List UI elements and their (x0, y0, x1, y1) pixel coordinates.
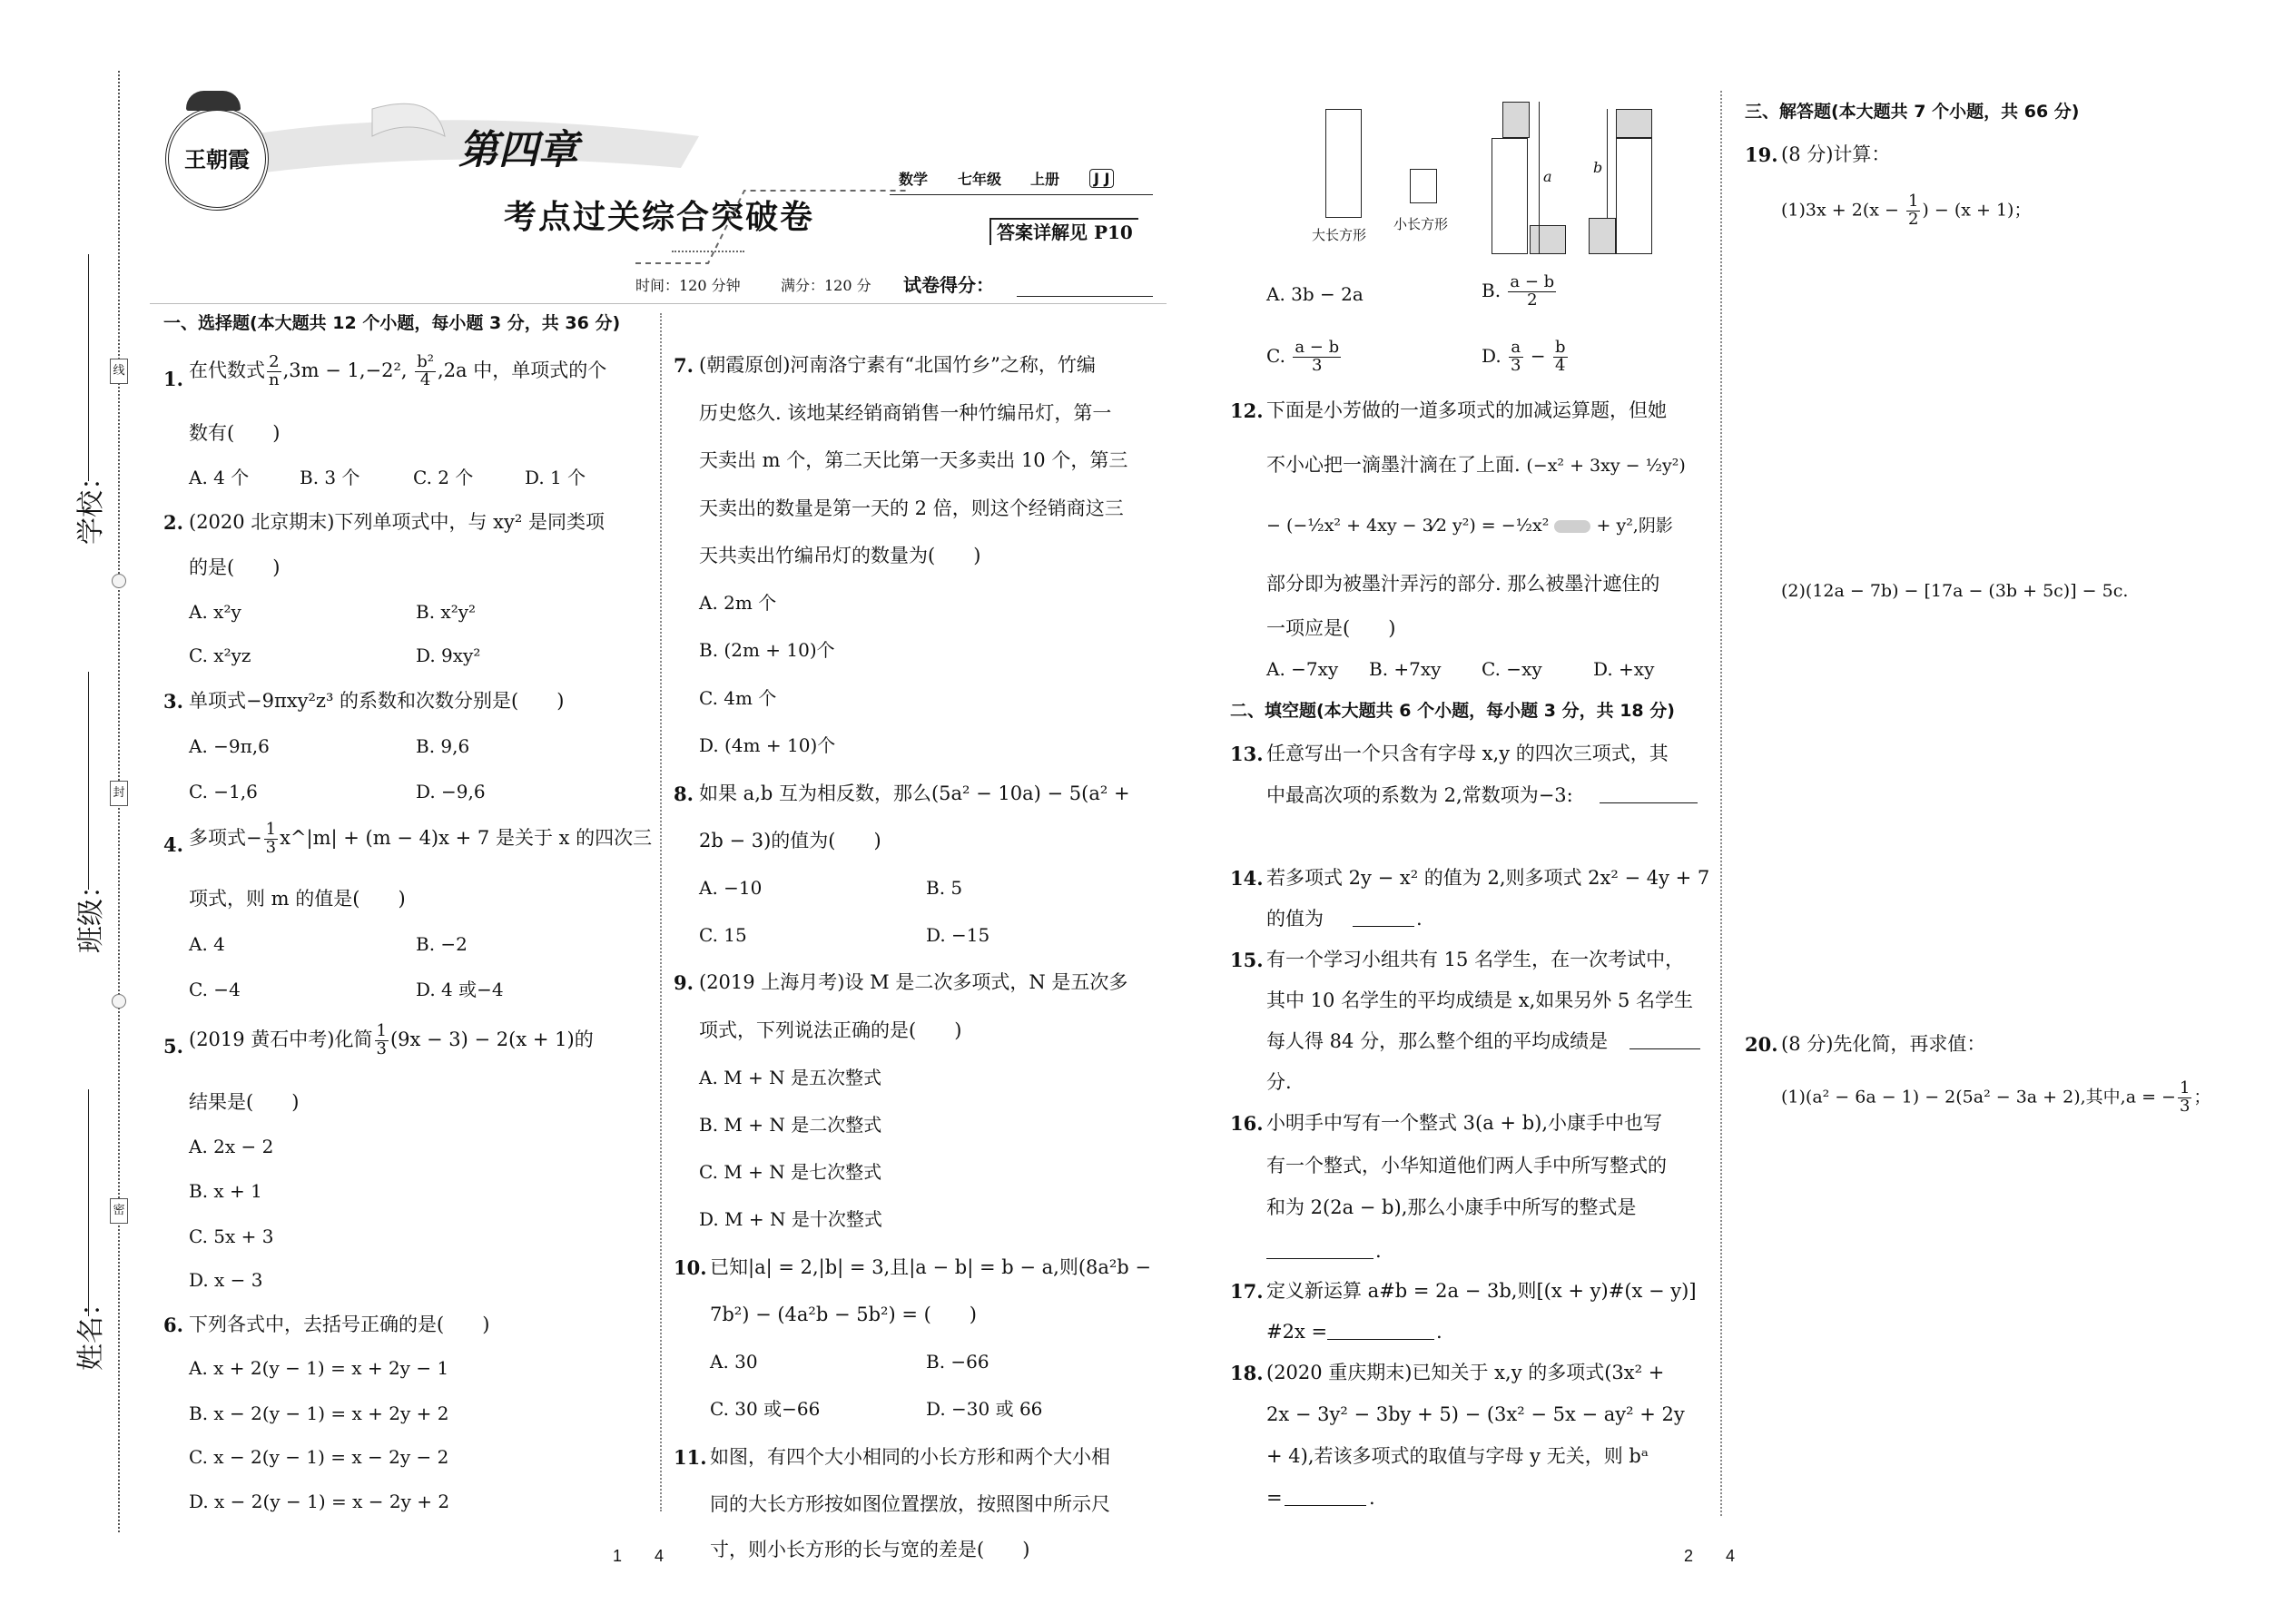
q2-option-c[interactable]: C. x²yz (189, 645, 251, 666)
deco-dots-icon (672, 251, 744, 260)
q17-number: 17. (1230, 1280, 1264, 1303)
q15-line4: 分. (1266, 1071, 1292, 1093)
q11-option-b-denominator: 2 (1527, 290, 1538, 310)
q10-option-d[interactable]: D. −30 或 66 (926, 1398, 1043, 1420)
q18-line4: = (1266, 1487, 1283, 1509)
q11-option-b[interactable] (1482, 274, 1558, 310)
q8-line: 2b − 3)的值为( ) (699, 830, 881, 851)
q1-number: 1. (163, 368, 183, 390)
q6-option-b[interactable]: B. x − 2(y − 1) = x + 2y + 2 (189, 1403, 449, 1424)
q4-text (189, 822, 652, 857)
q14-line2: 的值为 (1266, 908, 1324, 930)
q7-number: 7. (674, 354, 694, 377)
subject-tag: 数学 (899, 171, 929, 188)
q6-option-d[interactable]: D. x − 2(y − 1) = x − 2y + 2 (189, 1491, 450, 1512)
q12-line2 (1266, 454, 1686, 477)
q1-option-b[interactable]: B. 3 个 (300, 467, 360, 488)
q5-text (189, 1023, 594, 1058)
q1-text (189, 354, 606, 389)
q18-line3: + 4),若该多项式的取值与字母 y 无关，则 bᵃ (1266, 1445, 1649, 1467)
q11-option-b-prefix: B. (1482, 279, 1501, 301)
logo-crown-icon (186, 91, 241, 111)
q18-number: 18. (1230, 1362, 1264, 1384)
grade-tag: 七年级 (958, 171, 1002, 188)
q14-line1: 若多项式 2y − x² 的值为 2,则多项式 2x² − 4y + 7 (1266, 867, 1710, 889)
binding-hole-icon (112, 574, 126, 588)
q17-answer-blank[interactable] (1327, 1339, 1434, 1340)
q1-mid: ,3m − 1,−2², (282, 359, 414, 381)
q5-option-c[interactable]: C. 5x + 3 (189, 1225, 274, 1247)
column-divider (660, 313, 662, 1511)
q5-pre: (2019 黄石中考)化简 (189, 1028, 373, 1050)
q8-option-a[interactable]: A. −10 (699, 877, 763, 899)
q5-post: (9x − 3) − 2(x + 1)的 (389, 1028, 594, 1050)
edition-badge: J J (1089, 169, 1114, 188)
q4-option-a[interactable]: A. 4 (189, 933, 225, 955)
q16-answer-blank[interactable] (1266, 1258, 1373, 1259)
q12-option-b[interactable]: B. +7xy (1369, 658, 1442, 680)
name-label: 姓名： (75, 1289, 107, 1371)
q4-line2: 项式，则 m 的值是( ) (189, 888, 406, 910)
header-underline (150, 303, 1167, 304)
time-label: 时间：120 分钟 (635, 277, 741, 294)
q16-line4-end: . (1375, 1240, 1382, 1262)
q3-option-d[interactable]: D. −9,6 (416, 781, 486, 802)
fraction-1-over-3: $\frac{1}{3}$ (376, 1021, 387, 1058)
q13-line2: 中最高次项的系数为 2,常数项为−3: (1266, 784, 1573, 806)
q11-option-d[interactable] (1482, 340, 1570, 375)
q17-line2: #2x = (1266, 1321, 1328, 1343)
q11-option-a[interactable]: A. 3b − 2a (1266, 283, 1364, 305)
fig-dimension-b (1607, 109, 1608, 218)
q7-option-c[interactable]: C. 4m 个 (699, 687, 777, 709)
q6-number: 6. (163, 1314, 183, 1336)
section-choice-title: 一、选择题(本大题共 12 个小题，每小题 3 分，共 36 分) (163, 313, 621, 333)
q3-option-a[interactable]: A. −9π,6 (189, 735, 270, 757)
q4-pre: 多项式− (189, 826, 262, 849)
q11-option-b-numerator: a − b (1510, 272, 1555, 291)
seal-mark-seal: 封 (110, 781, 128, 806)
q13-number: 13. (1230, 743, 1264, 765)
q18-line2: 2x − 3y² − 3by + 5) − (3x² − 5x − ay² + 2y (1266, 1403, 1685, 1425)
score-field-line[interactable] (1017, 296, 1153, 297)
q4-post: x^|m| + (m − 4)x + 7 是关于 x 的四次三 (280, 826, 653, 849)
q10-line: 已知|a| = 2,|b| = 3,且|a − b| = b − a,则(8a²b − (710, 1256, 1152, 1278)
q19-part1 (1781, 193, 2031, 229)
q11-option-d-numerator-1: a (1509, 340, 1522, 358)
fig-composite-small-bottom-right (1589, 218, 1616, 254)
q1-option-c[interactable]: C. 2 个 (413, 467, 474, 488)
q4-number: 4. (163, 833, 183, 856)
q18-line4-end: . (1369, 1487, 1375, 1509)
page-number-left: 1 4 (613, 1547, 665, 1565)
q12-line3-post: + y²,阴影 (1596, 516, 1673, 536)
q7-line: 天共卖出竹编吊灯的数量为( ) (699, 545, 981, 566)
q17-line1: 定义新运算 a#b = 2a − 3b,则[(x + y)#(x − y)] (1266, 1280, 1697, 1302)
q10-option-b[interactable]: B. −66 (926, 1351, 989, 1373)
q12-line4: 部分即为被墨汁弄污的部分. 那么被墨汁遮住的 (1266, 573, 1660, 595)
q20-part1-text: (1)(a² − 6a − 1) − 2(5a² − 3a + 2),其中,a = − (1781, 1087, 2176, 1107)
column-divider (1720, 91, 1722, 1516)
page-number-right: 2 4 (1684, 1547, 1736, 1565)
q1-option-a[interactable]: A. 4 个 (189, 467, 250, 488)
q7-option-b[interactable]: B. (2m + 10)个 (699, 639, 835, 661)
name-field-line (88, 1089, 89, 1316)
q18-answer-blank[interactable] (1285, 1505, 1366, 1506)
q20-number: 20. (1745, 1033, 1778, 1056)
q12-option-d[interactable]: D. +xy (1593, 658, 1655, 680)
fraction-2-over-n: $\frac{2}{n}$ (269, 352, 280, 389)
fig-composite-small-top-right (1616, 109, 1652, 138)
q19-number: 19. (1745, 143, 1778, 166)
logo-text: 王朝霞 (184, 146, 250, 172)
q11-option-d-prefix: D. (1482, 344, 1501, 367)
q14-number: 14. (1230, 867, 1264, 890)
full-score-label: 满分：120 分 (781, 277, 871, 294)
q7-line: 历史悠久. 该地某经销商销售一种竹编吊灯，第一 (699, 402, 1112, 424)
q12-option-c[interactable]: C. −xy (1482, 658, 1542, 680)
q19-part1-mid: (x − (1862, 200, 1905, 221)
fig-composite-right-big (1616, 138, 1652, 254)
q8-option-d[interactable]: D. −15 (926, 924, 990, 946)
q17-line2-end: . (1436, 1321, 1442, 1343)
fig-composite-left-big (1492, 138, 1528, 254)
q11-option-d-denominator-2: 4 (1555, 355, 1566, 375)
q9-option-c[interactable]: C. M + N 是七次整式 (699, 1161, 882, 1183)
q19-title: (8 分)计算： (1781, 143, 1891, 165)
q3-option-b[interactable]: B. 9,6 (416, 735, 470, 757)
q15-number: 15. (1230, 949, 1264, 971)
q15-answer-blank[interactable] (1629, 1048, 1700, 1049)
section-solve-title: 三、解答题(本大题共 7 个小题，共 66 分) (1745, 102, 2080, 122)
q11-option-d-fraction-2 (1553, 340, 1568, 375)
q10-line: 7b²) − (4a²b − 5b²) = ( ) (710, 1304, 977, 1325)
fig-a-label: a (1543, 168, 1552, 185)
q12-line2-text: 不小心把一滴墨汁滴在了上面. (1266, 454, 1521, 476)
q4-option-b[interactable]: B. −2 (416, 933, 468, 955)
seal-mark-line: 线 (110, 359, 128, 384)
q4-option-c[interactable]: C. −4 (189, 979, 241, 1000)
q14-answer-blank[interactable] (1353, 926, 1414, 927)
q2-option-a[interactable]: A. x²y (189, 601, 241, 623)
section-fill-title: 二、填空题(本大题共 6 个小题，每小题 3 分，共 18 分) (1230, 701, 1675, 721)
header-rule (890, 194, 1153, 195)
q15-line2: 其中 10 名学生的平均成绩是 x,如果另外 5 名学生 (1266, 989, 1693, 1011)
q9-line: (2019 上海月考)设 M 是二次多项式，N 是五次多 (699, 971, 1128, 993)
q19-part1-pre: (1)3x + 2 (1781, 200, 1863, 221)
q11-option-d-denominator-1: 3 (1511, 355, 1521, 375)
q7-line: 天卖出的数量是第一天的 2 倍，则这个经销商这三 (699, 497, 1124, 519)
q9-option-b[interactable]: B. M + N 是二次整式 (699, 1114, 882, 1136)
chapter-title: 第四章 (458, 127, 578, 173)
answer-reference: 答案详解见 P10 (989, 218, 1138, 245)
q5-option-b[interactable]: B. x + 1 (189, 1180, 262, 1202)
class-field-line (88, 672, 89, 890)
q11-option-c[interactable] (1266, 340, 1343, 375)
q7-line: (朝霞原创)河南洛宁素有“北国竹乡”之称，竹编 (699, 354, 1096, 376)
binding-hole-icon (112, 994, 126, 1009)
q18-line1: (2020 重庆期末)已知关于 x,y 的多项式(3x² + (1266, 1362, 1665, 1383)
exam-subtitle: 考点过关综合突破卷 (504, 198, 815, 236)
q12-line1: 下面是小芳做的一道多项式的加减运算题，但她 (1266, 399, 1667, 421)
fig-big-label: 大长方形 (1312, 227, 1367, 243)
q1-post: ,2a 中，单项式的个 (438, 359, 607, 381)
q12-number: 12. (1230, 399, 1264, 422)
q11-option-d-fraction-1 (1509, 340, 1522, 375)
q11-option-c-denominator: 3 (1311, 355, 1323, 375)
fraction-1-over-2: $\frac{1}{2}$ (1907, 192, 1919, 229)
score-label: 试卷得分： (903, 274, 994, 296)
q3-text: 单项式−9πxy²z³ 的系数和次数分别是( ) (189, 690, 565, 712)
q15-line1: 有一个学习小组共有 15 名学生，在一次考试中， (1266, 949, 1685, 970)
q8-option-c[interactable]: C. 15 (699, 924, 747, 946)
q2-option-b[interactable]: B. x²y² (416, 601, 477, 623)
volume-tag: 上册 (1030, 171, 1060, 188)
q13-line1: 任意写出一个只含有字母 x,y 的四次三项式，其 (1266, 743, 1669, 764)
q20-title: (8 分)先化简，再求值： (1781, 1033, 1986, 1055)
fig-small-rectangle (1410, 169, 1437, 203)
seal-mark-secret: 密 (110, 1198, 128, 1224)
q16-line3: 和为 2(2a − b),那么小康手中所写的整式是 (1266, 1196, 1637, 1218)
class-label: 班级： (75, 871, 107, 953)
q1-pre: 在代数式 (189, 359, 265, 381)
q11-option-d-minus: − (1530, 344, 1546, 367)
q11-option-c-numerator: a − b (1295, 338, 1340, 357)
logo-icon (165, 107, 269, 211)
q16-line1: 小明手中写有一个整式 3(a + b),小康手中也写 (1266, 1112, 1663, 1134)
q3-option-c[interactable]: C. −1,6 (189, 781, 258, 802)
ink-smudge-icon (1554, 520, 1590, 533)
q8-option-b[interactable]: B. 5 (926, 877, 963, 899)
q1-line2: 数有( ) (189, 422, 281, 444)
q12-line3 (1266, 516, 1673, 536)
q16-number: 16. (1230, 1112, 1264, 1135)
q5-number: 5. (163, 1035, 183, 1058)
q2-text: (2020 北京期末)下列单项式中，与 xy² 是同类项 (189, 511, 605, 533)
q4-option-d[interactable]: D. 4 或−4 (416, 979, 504, 1000)
q2-number: 2. (163, 511, 183, 534)
q7-option-d[interactable]: D. (4m + 10)个 (699, 734, 836, 756)
q2-option-d[interactable]: D. 9xy² (416, 645, 481, 666)
q8-line: 如果 a,b 互为相反数，那么(5a² − 10a) − 5(a² + (699, 782, 1130, 804)
q9-number: 9. (674, 971, 694, 994)
q10-option-a[interactable]: A. 30 (710, 1351, 758, 1373)
q11-option-b-fraction (1508, 274, 1556, 310)
q12-option-a[interactable]: A. −7xy (1266, 658, 1339, 680)
q10-number: 10. (674, 1256, 707, 1279)
fig-composite-small-top-left (1502, 102, 1530, 138)
q20-part1-end: ； (2193, 1087, 2211, 1107)
q15-line3: 每人得 84 分，那么整个组的平均成绩是 (1266, 1030, 1609, 1052)
q9-option-d[interactable]: D. M + N 是十次整式 (699, 1208, 882, 1230)
fig-composite-small-bottom-left (1530, 225, 1566, 254)
fraction-1-over-3: $\frac{1}{3}$ (265, 820, 277, 857)
q13-answer-blank[interactable] (1600, 802, 1698, 803)
q5-line2: 结果是( ) (189, 1091, 300, 1113)
q6-option-a[interactable]: A. x + 2(y − 1) = x + 2y − 1 (189, 1357, 449, 1379)
q12-line3-expr: − (−½x² + 4xy − 3⁄2 y²) = −½x² (1266, 516, 1550, 536)
fig-dimension-a (1539, 102, 1540, 254)
q11-option-d-numerator-2: b (1554, 338, 1566, 357)
q12-line5: 一项应是( ) (1266, 617, 1396, 639)
q6-option-c[interactable]: C. x − 2(y − 1) = x − 2y − 2 (189, 1446, 449, 1468)
q11-option-c-prefix: C. (1266, 344, 1285, 367)
school-label: 学校： (75, 463, 107, 545)
q19-part2: (2)(12a − 7b) − [17a − (3b + 5c)] − 5c. (1781, 581, 2129, 601)
q16-line2: 有一个整式，小华知道他们两人手中所写整式的 (1266, 1155, 1667, 1176)
q6-text: 下列各式中，去括号正确的是( ) (189, 1314, 490, 1335)
fig-small-label: 小长方形 (1393, 216, 1449, 232)
fig-big-rectangle (1325, 109, 1362, 218)
q19-part1-post: ) − (x + 1)； (1922, 200, 2032, 221)
fraction-1-over-3: $\frac{1}{3}$ (2179, 1078, 2191, 1116)
fraction-b2-over-4: $\frac{\text{b²}}{4}$ (417, 352, 435, 389)
q9-option-a[interactable]: A. M + N 是五次整式 (699, 1067, 881, 1088)
q12-line2-expr: (−x² + 3xy − ½y²) (1526, 456, 1686, 476)
q7-line: 天卖出 m 个，第二天比第一天多卖出 10 个，第三 (699, 449, 1128, 471)
school-field-line (88, 254, 89, 481)
q1-option-d[interactable]: D. 1 个 (525, 467, 586, 488)
fig-b-label: b (1593, 159, 1603, 176)
q11-line: 寸，则小长方形的长与宽的差是( ) (710, 1539, 1030, 1560)
q7-option-a[interactable]: A. 2m 个 (699, 592, 777, 614)
q8-number: 8. (674, 782, 694, 805)
q3-number: 3. (163, 690, 183, 713)
q20-part1 (1781, 1080, 2210, 1116)
q11-line: 同的大长方形按如图位置摆放，按照图中所示尺 (710, 1493, 1110, 1515)
q2-line2: 的是( ) (189, 556, 281, 578)
q14-line2-end: . (1416, 908, 1423, 930)
q10-option-c[interactable]: C. 30 或−66 (710, 1398, 821, 1420)
q5-option-a[interactable]: A. 2x − 2 (189, 1136, 274, 1157)
q11-number: 11. (674, 1446, 707, 1469)
q11-line: 如图，有四个大小相同的小长方形和两个大小相 (710, 1446, 1110, 1468)
q9-line: 项式，下列说法正确的是( ) (699, 1019, 962, 1041)
q11-option-c-fraction (1293, 340, 1341, 375)
q5-option-d[interactable]: D. x − 3 (189, 1269, 263, 1291)
